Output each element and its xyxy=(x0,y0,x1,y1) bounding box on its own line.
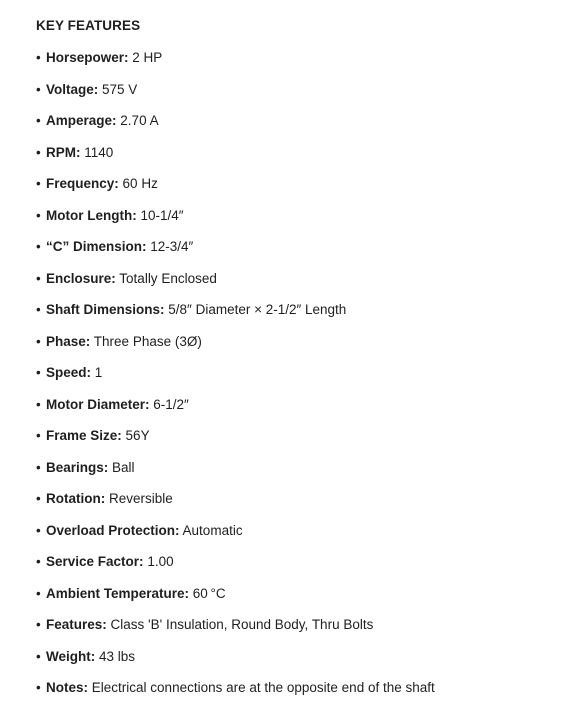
feature-value: Ball xyxy=(112,459,135,475)
feature-item-features xyxy=(36,617,561,649)
bullet-icon: • xyxy=(36,270,41,286)
bullet-icon: • xyxy=(36,239,41,254)
feature-item-ambient-temperature xyxy=(36,586,561,618)
feature-label: Voltage: xyxy=(46,81,99,97)
bullet-icon: • xyxy=(36,585,41,601)
feature-item-voltage xyxy=(36,82,561,114)
feature-value: 10-1/4″ xyxy=(140,207,184,223)
feature-value: 12-3/4″ xyxy=(150,239,194,254)
bullet-icon: • xyxy=(36,50,41,65)
feature-list xyxy=(36,50,561,712)
feature-item-rpm xyxy=(36,145,561,177)
feature-label: RPM: xyxy=(46,144,81,160)
feature-value: 1.00 xyxy=(147,554,174,569)
feature-label: Weight: xyxy=(46,648,96,664)
feature-item-shaft-dimensions xyxy=(36,302,561,334)
bullet-icon: • xyxy=(36,144,41,160)
feature-value: Class 'B' Insulation, Round Body, Thru Bolts xyxy=(110,617,374,632)
feature-label: Speed: xyxy=(46,365,92,380)
feature-value: 1 xyxy=(94,365,103,380)
bullet-icon: • xyxy=(36,333,41,349)
bullet-icon: • xyxy=(36,648,41,664)
feature-item-frame-size xyxy=(36,428,561,460)
feature-item-enclosure xyxy=(36,271,561,303)
feature-item-c-dimension xyxy=(36,239,561,271)
feature-value: Totally Enclosed xyxy=(119,270,217,286)
feature-value: 5/8″ Diameter × 2-1/2″ Length xyxy=(168,302,347,317)
feature-item-frequency xyxy=(36,176,561,208)
feature-label: Shaft Dimensions: xyxy=(46,302,165,317)
feature-item-notes xyxy=(36,680,561,712)
bullet-icon: • xyxy=(36,459,41,475)
feature-label: Frame Size: xyxy=(46,428,122,443)
bullet-icon: • xyxy=(36,176,41,191)
feature-value: 43 lbs xyxy=(99,648,136,664)
feature-value: Automatic xyxy=(182,522,243,538)
feature-label: Motor Diameter: xyxy=(46,396,150,412)
feature-label: Features: xyxy=(46,617,107,632)
bullet-icon: • xyxy=(36,396,41,412)
feature-item-weight xyxy=(36,649,561,681)
feature-item-overload-protection xyxy=(36,523,561,555)
feature-item-speed xyxy=(36,365,561,397)
feature-value: Three Phase (3Ø) xyxy=(93,333,202,349)
feature-item-bearings xyxy=(36,460,561,492)
feature-label: Service Factor: xyxy=(46,554,144,569)
feature-label: Phase: xyxy=(46,333,91,349)
feature-item-horsepower xyxy=(36,50,561,82)
feature-label: Amperage: xyxy=(46,113,117,128)
feature-item-motor-length xyxy=(36,208,561,240)
feature-value: 60 °C xyxy=(192,585,226,601)
feature-item-phase xyxy=(36,334,561,366)
feature-label: Overload Protection: xyxy=(46,522,180,538)
feature-label: Horsepower: xyxy=(46,50,129,65)
feature-label: Motor Length: xyxy=(46,207,137,223)
feature-label: “C” Dimension: xyxy=(46,239,147,254)
feature-label: Enclosure: xyxy=(46,270,116,286)
bullet-icon: • xyxy=(36,680,41,695)
feature-label: Frequency: xyxy=(46,176,119,191)
bullet-icon: • xyxy=(36,617,41,632)
feature-value: 1140 xyxy=(84,144,114,160)
feature-label: Rotation: xyxy=(46,491,106,506)
feature-value: 2.70 A xyxy=(120,113,159,128)
feature-value: 575 V xyxy=(102,81,138,97)
bullet-icon: • xyxy=(36,302,41,317)
feature-item-amperage xyxy=(36,113,561,145)
feature-label: Ambient Temperature: xyxy=(46,585,190,601)
bullet-icon: • xyxy=(36,365,41,380)
feature-label: Bearings: xyxy=(46,459,109,475)
feature-item-rotation xyxy=(36,491,561,523)
feature-item-service-factor xyxy=(36,554,561,586)
bullet-icon: • xyxy=(36,522,41,538)
bullet-icon: • xyxy=(36,81,41,97)
feature-value: 2 HP xyxy=(132,50,163,65)
bullet-icon: • xyxy=(36,428,41,443)
bullet-icon: • xyxy=(36,113,41,128)
feature-label: Notes: xyxy=(46,680,89,695)
bullet-icon: • xyxy=(36,554,41,569)
feature-item-motor-diameter xyxy=(36,397,561,429)
feature-value: Electrical connections are at the opposite end of the shaft xyxy=(91,680,435,695)
feature-value: Reversible xyxy=(109,491,173,506)
feature-value: 6-1/2″ xyxy=(153,396,189,412)
bullet-icon: • xyxy=(36,491,41,506)
bullet-icon: • xyxy=(36,207,41,223)
feature-value: 56Y xyxy=(125,428,150,443)
section-heading: KEY FEATURES xyxy=(36,18,141,33)
feature-value: 60 Hz xyxy=(122,176,158,191)
